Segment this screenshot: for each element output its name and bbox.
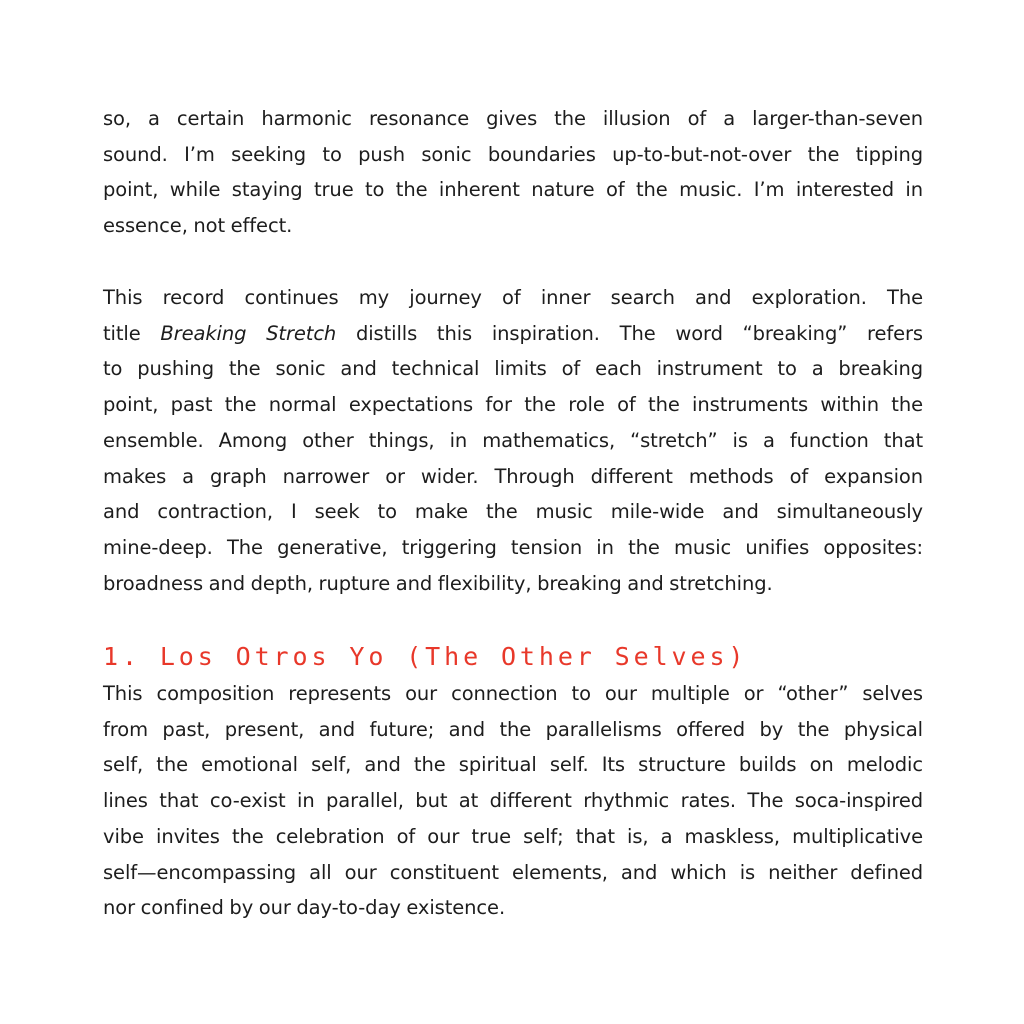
text-line: from past, present, and future; and the parallelisms offered by the physical bbox=[103, 717, 923, 741]
text-line: point, past the normal expectations for the role of the instruments within the bbox=[103, 393, 923, 417]
text-line: nor confined by our day-to-day existence. bbox=[103, 896, 506, 920]
text-line bbox=[103, 316, 923, 352]
text-line: This record continues my journey of inner search and exploration. The bbox=[103, 286, 923, 309]
paragraph-intro-continued bbox=[103, 101, 923, 244]
text-line: self—encompassing all our constituent elements, and which is neither defined bbox=[103, 860, 923, 884]
paragraph-breaking-stretch bbox=[103, 280, 923, 601]
text-line: to pushing the sonic and technical limits of each instrument to a breaking bbox=[103, 357, 923, 381]
text-line: makes a graph narrower or wider. Through different methods of expansion bbox=[103, 464, 923, 488]
text-line: sound. I’m seeking to push sonic boundaries up-to-but-not-over the tipping bbox=[103, 142, 923, 166]
text-fragment: title bbox=[103, 321, 161, 345]
text-line: self, the emotional self, and the spiritual self. Its structure builds on melodic bbox=[103, 753, 923, 777]
text-fragment: distills this inspiration. The word “breaking” refers bbox=[336, 321, 923, 345]
text-line: ensemble. Among other things, in mathematics, “stretch” is a function that bbox=[103, 428, 923, 452]
text-line: essence, not effect. bbox=[103, 214, 293, 238]
text-line: lines that co-exist in parallel, but at different rhythmic rates. The soca-inspired bbox=[103, 789, 923, 813]
section-heading: 1. Los Otros Yo (The Other Selves) bbox=[103, 642, 748, 671]
text-line: mine-deep. The generative, triggering tension in the music unifies opposites: bbox=[103, 535, 923, 559]
text-line: so, a certain harmonic resonance gives the illusion of a larger-than-seven bbox=[103, 107, 923, 130]
text-line: vibe invites the celebration of our true self; that is, a maskless, multiplicative bbox=[103, 824, 923, 848]
text-line: point, while staying true to the inherent nature of the music. I’m interested in bbox=[103, 178, 923, 202]
album-title: Breaking Stretch bbox=[160, 321, 337, 345]
text-line: broadness and depth, rupture and flexibility, breaking and stretching. bbox=[103, 571, 773, 595]
text-line: and contraction, I seek to make the music mile-wide and simultaneously bbox=[103, 500, 923, 524]
paragraph-los-otros-yo bbox=[103, 676, 923, 926]
text-line: This composition represents our connection to our multiple or “other” selves bbox=[103, 682, 923, 705]
